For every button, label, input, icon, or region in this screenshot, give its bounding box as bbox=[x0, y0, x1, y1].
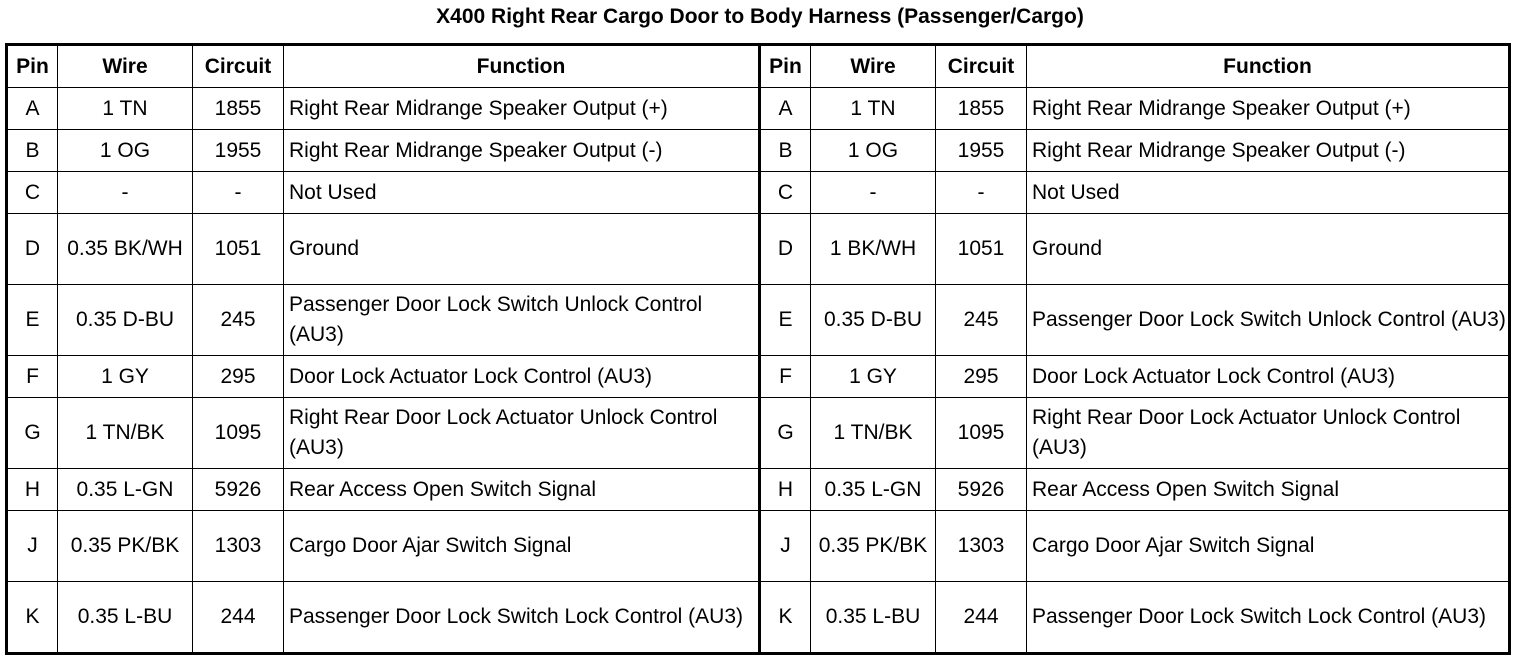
function-cell: Ground bbox=[284, 214, 760, 285]
table-row bbox=[7, 214, 1510, 285]
pin-cell: D bbox=[760, 214, 811, 285]
pin-cell: K bbox=[760, 582, 811, 654]
wire-cell: 1 OG bbox=[811, 130, 936, 172]
pin-cell: J bbox=[760, 511, 811, 582]
pin-cell: B bbox=[7, 130, 58, 172]
wire-cell: 0.35 L-BU bbox=[811, 582, 936, 654]
wire-cell: 0.35 D-BU bbox=[811, 285, 936, 356]
table-row bbox=[7, 88, 1510, 130]
circuit-cell: - bbox=[193, 172, 284, 214]
table-header-row bbox=[7, 45, 1510, 88]
circuit-cell: 1051 bbox=[936, 214, 1027, 285]
connector-pinout-table bbox=[5, 43, 1511, 655]
function-cell: Ground bbox=[1027, 214, 1510, 285]
header-wire: Wire bbox=[811, 45, 936, 88]
wire-cell: 0.35 L-BU bbox=[58, 582, 193, 654]
circuit-cell: 1095 bbox=[193, 398, 284, 469]
function-cell: Passenger Door Lock Switch Unlock Control (AU3) bbox=[1027, 285, 1510, 356]
table-row bbox=[7, 511, 1510, 582]
header-pin: Pin bbox=[7, 45, 58, 88]
function-cell: Passenger Door Lock Switch Lock Control (AU3) bbox=[284, 582, 760, 654]
wire-cell: - bbox=[58, 172, 193, 214]
function-cell: Cargo Door Ajar Switch Signal bbox=[284, 511, 760, 582]
pin-cell: H bbox=[7, 469, 58, 511]
circuit-cell: 245 bbox=[193, 285, 284, 356]
wire-cell: 1 BK/WH bbox=[811, 214, 936, 285]
function-cell: Right Rear Door Lock Actuator Unlock Control (AU3) bbox=[284, 398, 760, 469]
pin-cell: K bbox=[7, 582, 58, 654]
circuit-cell: 295 bbox=[193, 356, 284, 398]
function-cell: Right Rear Door Lock Actuator Unlock Control (AU3) bbox=[1027, 398, 1510, 469]
pin-cell: A bbox=[7, 88, 58, 130]
pin-cell: G bbox=[760, 398, 811, 469]
pin-cell: F bbox=[760, 356, 811, 398]
wire-cell: 1 OG bbox=[58, 130, 193, 172]
pin-cell: H bbox=[760, 469, 811, 511]
circuit-cell: 5926 bbox=[936, 469, 1027, 511]
table-row bbox=[7, 285, 1510, 356]
function-cell: Right Rear Midrange Speaker Output (+) bbox=[284, 88, 760, 130]
header-circuit: Circuit bbox=[193, 45, 284, 88]
wire-cell: 0.35 L-GN bbox=[811, 469, 936, 511]
function-cell: Right Rear Midrange Speaker Output (+) bbox=[1027, 88, 1510, 130]
circuit-cell: 1051 bbox=[193, 214, 284, 285]
pin-cell: D bbox=[7, 214, 58, 285]
pin-cell: J bbox=[7, 511, 58, 582]
circuit-cell: - bbox=[936, 172, 1027, 214]
function-cell: Rear Access Open Switch Signal bbox=[284, 469, 760, 511]
wire-cell: 1 TN bbox=[58, 88, 193, 130]
pin-cell: B bbox=[760, 130, 811, 172]
wire-cell: 0.35 L-GN bbox=[58, 469, 193, 511]
circuit-cell: 1303 bbox=[936, 511, 1027, 582]
wire-cell: 1 TN/BK bbox=[58, 398, 193, 469]
wire-cell: 1 TN/BK bbox=[811, 398, 936, 469]
wire-cell: 1 TN bbox=[811, 88, 936, 130]
function-cell: Passenger Door Lock Switch Lock Control (AU3) bbox=[1027, 582, 1510, 654]
function-cell: Cargo Door Ajar Switch Signal bbox=[1027, 511, 1510, 582]
page-title: X400 Right Rear Cargo Door to Body Harness (Passenger/Cargo) bbox=[436, 5, 1084, 28]
circuit-cell: 1955 bbox=[936, 130, 1027, 172]
table-row bbox=[7, 172, 1510, 214]
function-cell: Not Used bbox=[284, 172, 760, 214]
circuit-cell: 1855 bbox=[936, 88, 1027, 130]
circuit-cell: 245 bbox=[936, 285, 1027, 356]
circuit-cell: 1095 bbox=[936, 398, 1027, 469]
wire-cell: 0.35 PK/BK bbox=[58, 511, 193, 582]
wire-cell: 1 GY bbox=[58, 356, 193, 398]
circuit-cell: 1303 bbox=[193, 511, 284, 582]
table-row bbox=[7, 130, 1510, 172]
circuit-cell: 5926 bbox=[193, 469, 284, 511]
function-cell: Rear Access Open Switch Signal bbox=[1027, 469, 1510, 511]
header-pin: Pin bbox=[760, 45, 811, 88]
wire-cell: 0.35 BK/WH bbox=[58, 214, 193, 285]
function-cell: Right Rear Midrange Speaker Output (-) bbox=[1027, 130, 1510, 172]
table-row bbox=[7, 469, 1510, 511]
circuit-cell: 244 bbox=[936, 582, 1027, 654]
header-wire: Wire bbox=[58, 45, 193, 88]
wire-cell: 0.35 PK/BK bbox=[811, 511, 936, 582]
function-cell: Passenger Door Lock Switch Unlock Control (AU3) bbox=[284, 285, 760, 356]
header-circuit: Circuit bbox=[936, 45, 1027, 88]
wire-cell: - bbox=[811, 172, 936, 214]
pin-cell: F bbox=[7, 356, 58, 398]
function-cell: Not Used bbox=[1027, 172, 1510, 214]
table-row bbox=[7, 582, 1510, 654]
pin-cell: E bbox=[760, 285, 811, 356]
circuit-cell: 244 bbox=[193, 582, 284, 654]
function-cell: Door Lock Actuator Lock Control (AU3) bbox=[284, 356, 760, 398]
header-function: Function bbox=[1027, 45, 1510, 88]
pin-cell: C bbox=[760, 172, 811, 214]
function-cell: Door Lock Actuator Lock Control (AU3) bbox=[1027, 356, 1510, 398]
circuit-cell: 1855 bbox=[193, 88, 284, 130]
pin-cell: C bbox=[7, 172, 58, 214]
table-row bbox=[7, 398, 1510, 469]
wire-cell: 1 GY bbox=[811, 356, 936, 398]
pin-cell: G bbox=[7, 398, 58, 469]
pin-cell: E bbox=[7, 285, 58, 356]
table-row bbox=[7, 356, 1510, 398]
function-cell: Right Rear Midrange Speaker Output (-) bbox=[284, 130, 760, 172]
pin-cell: A bbox=[760, 88, 811, 130]
circuit-cell: 1955 bbox=[193, 130, 284, 172]
wire-cell: 0.35 D-BU bbox=[58, 285, 193, 356]
circuit-cell: 295 bbox=[936, 356, 1027, 398]
header-function: Function bbox=[284, 45, 760, 88]
